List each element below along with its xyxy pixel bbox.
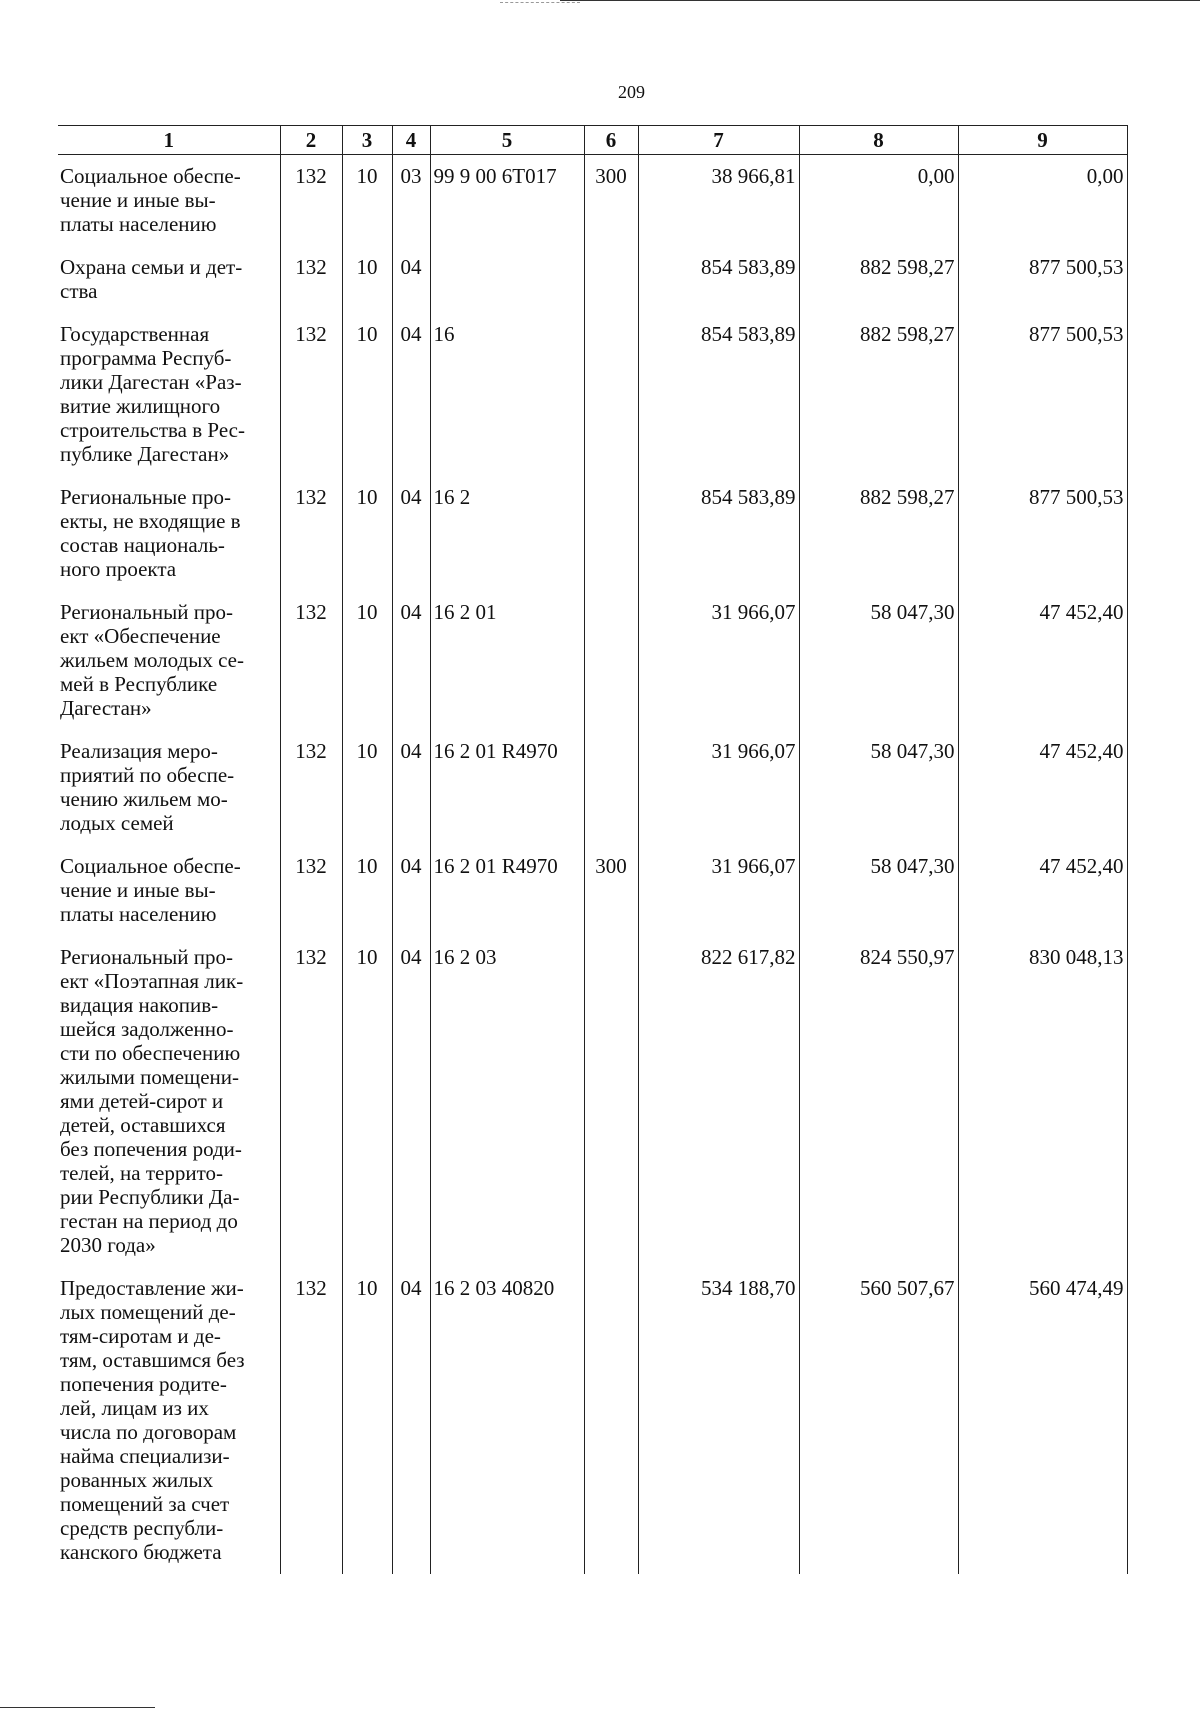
cell-ved: 132 — [280, 845, 342, 936]
cell-year1: 534 188,70 — [638, 1267, 799, 1574]
table-row — [58, 845, 1127, 936]
cell-year2: 560 507,67 — [799, 1267, 958, 1574]
page-number: 209 — [618, 82, 645, 102]
cell-rz: 10 — [342, 1267, 392, 1574]
cell-rz: 10 — [342, 845, 392, 936]
top-rule-dashed — [500, 2, 580, 3]
cell-year2: 824 550,97 — [799, 936, 958, 1267]
col-header: 5 — [430, 126, 584, 155]
cell-ved: 132 — [280, 591, 342, 730]
col-header: 4 — [392, 126, 430, 155]
table-row — [58, 730, 1127, 845]
table-body — [58, 155, 1127, 1575]
col-header: 8 — [799, 126, 958, 155]
cell-year3: 0,00 — [958, 155, 1127, 247]
cell-rz: 10 — [342, 155, 392, 247]
cell-pr: 04 — [392, 246, 430, 313]
cell-vr — [584, 246, 638, 313]
cell-year3: 47 452,40 — [958, 845, 1127, 936]
cell-pr: 04 — [392, 313, 430, 476]
cell-pr: 04 — [392, 845, 430, 936]
cell-vr — [584, 730, 638, 845]
cell-csr: 16 2 01 R4970 — [430, 845, 584, 936]
table-row — [58, 313, 1127, 476]
cell-year2: 58 047,30 — [799, 845, 958, 936]
cell-ved: 132 — [280, 246, 342, 313]
row-name: Региональный про- ект «Обеспечение жильем молодых се- мей в Республике Дагестан» — [58, 591, 280, 730]
cell-vr — [584, 936, 638, 1267]
row-name: Социальное обеспе- чение и иные вы- платы населению — [58, 845, 280, 936]
cell-csr: 16 2 03 40820 — [430, 1267, 584, 1574]
col-header: 3 — [342, 126, 392, 155]
cell-pr: 04 — [392, 936, 430, 1267]
footnote-rule — [0, 1707, 155, 1708]
cell-year1: 854 583,89 — [638, 476, 799, 591]
cell-csr: 16 2 03 — [430, 936, 584, 1267]
cell-year3: 47 452,40 — [958, 730, 1127, 845]
row-name: Охрана семьи и дет- ства — [58, 246, 280, 313]
cell-csr: 16 2 — [430, 476, 584, 591]
col-header: 1 — [58, 126, 280, 155]
cell-vr — [584, 476, 638, 591]
table-row — [58, 476, 1127, 591]
cell-csr: 16 — [430, 313, 584, 476]
cell-csr: 16 2 01 R4970 — [430, 730, 584, 845]
row-name: Предоставление жи- лых помещений де- тям-сиротам и де- тям, оставшимся без попечения родите- лей, лицам из их числа по договорам найма специализи- рованных жилых помещений за счет средств республи- канского бюджета — [58, 1267, 280, 1574]
cell-rz: 10 — [342, 246, 392, 313]
cell-ved: 132 — [280, 936, 342, 1267]
row-name: Социальное обеспе- чение и иные вы- платы населению — [58, 155, 280, 247]
cell-rz: 10 — [342, 591, 392, 730]
cell-ved: 132 — [280, 155, 342, 247]
header-row — [58, 126, 1127, 155]
cell-year1: 31 966,07 — [638, 845, 799, 936]
cell-year3: 47 452,40 — [958, 591, 1127, 730]
cell-year1: 38 966,81 — [638, 155, 799, 247]
cell-ved: 132 — [280, 313, 342, 476]
cell-csr: 16 2 01 — [430, 591, 584, 730]
cell-pr: 04 — [392, 730, 430, 845]
cell-year2: 0,00 — [799, 155, 958, 247]
cell-ved: 132 — [280, 1267, 342, 1574]
cell-csr: 99 9 00 6Т017 — [430, 155, 584, 247]
col-header: 7 — [638, 126, 799, 155]
table-row — [58, 246, 1127, 313]
cell-year1: 31 966,07 — [638, 730, 799, 845]
cell-year3: 877 500,53 — [958, 313, 1127, 476]
cell-year1: 854 583,89 — [638, 246, 799, 313]
row-name: Региональные про- екты, не входящие в состав националь- ного проекта — [58, 476, 280, 591]
cell-ved: 132 — [280, 730, 342, 845]
top-rule — [560, 0, 1200, 1]
cell-year1: 31 966,07 — [638, 591, 799, 730]
cell-vr: 300 — [584, 155, 638, 247]
col-header: 2 — [280, 126, 342, 155]
cell-year3: 560 474,49 — [958, 1267, 1127, 1574]
cell-year3: 877 500,53 — [958, 476, 1127, 591]
row-name: Региональный про- ект «Поэтапная лик- видация накопив- шейся задолженно- сти по обеспечению жилыми помещени- ями детей-сирот и детей, оставшихся без попечения роди- телей, на террито- рии Республики Да- гестан на период до 2030 года» — [58, 936, 280, 1267]
cell-csr — [430, 246, 584, 313]
col-header: 6 — [584, 126, 638, 155]
table-row — [58, 936, 1127, 1267]
cell-year3: 830 048,13 — [958, 936, 1127, 1267]
cell-vr — [584, 591, 638, 730]
col-header: 9 — [958, 126, 1127, 155]
cell-year3: 877 500,53 — [958, 246, 1127, 313]
cell-vr: 300 — [584, 845, 638, 936]
cell-year2: 882 598,27 — [799, 246, 958, 313]
cell-pr: 04 — [392, 476, 430, 591]
cell-year2: 58 047,30 — [799, 591, 958, 730]
cell-pr: 04 — [392, 1267, 430, 1574]
table-row — [58, 155, 1127, 247]
budget-table — [58, 125, 1128, 1574]
cell-rz: 10 — [342, 476, 392, 591]
cell-vr — [584, 1267, 638, 1574]
cell-year2: 58 047,30 — [799, 730, 958, 845]
cell-year1: 822 617,82 — [638, 936, 799, 1267]
table-row — [58, 591, 1127, 730]
cell-year2: 882 598,27 — [799, 476, 958, 591]
cell-year1: 854 583,89 — [638, 313, 799, 476]
row-name: Реализация меро- приятий по обеспе- чению жильем мо- лодых семей — [58, 730, 280, 845]
cell-vr — [584, 313, 638, 476]
cell-rz: 10 — [342, 936, 392, 1267]
cell-pr: 04 — [392, 591, 430, 730]
table-row — [58, 1267, 1127, 1574]
cell-ved: 132 — [280, 476, 342, 591]
cell-pr: 03 — [392, 155, 430, 247]
cell-year2: 882 598,27 — [799, 313, 958, 476]
row-name: Государственная программа Респуб- лики Дагестан «Раз- витие жилищного строительства в Рес- публике Дагестан» — [58, 313, 280, 476]
cell-rz: 10 — [342, 313, 392, 476]
cell-rz: 10 — [342, 730, 392, 845]
